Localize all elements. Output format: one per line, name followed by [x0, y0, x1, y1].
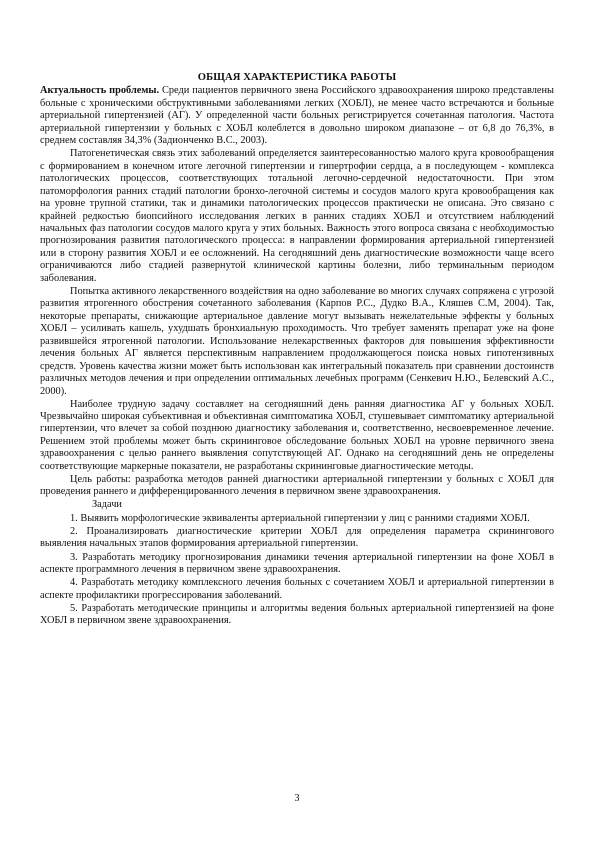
section-title: ОБЩАЯ ХАРАКТЕРИСТИКА РАБОТЫ — [197, 72, 397, 83]
document-page — [40, 72, 554, 628]
task-item: 2. Проанализировать диагностические критерии ХОБЛ для определения параметра скринингового выявления начальных этапов формирования артериальной гипертензии. — [40, 525, 554, 550]
paragraph-goal: Цель работы: разработка методов ранней диагностики артериальной гипертензии у больных с ХОБЛ для проведения раннего и дифференцированного лечения в первичном звене здравоохранения. — [40, 473, 554, 498]
paragraph-pathogenesis: Патогенетическая связь этих заболеваний определяется заинтересованностью малого круга кровообращения с формированием в конечном итоге легочной гипертензии и гипертрофии сердца, а в последующем - комплекса патологических процессов, соответствующих тотальной легочно-сердечной недостаточности. При этом патоморфология ранних стадий патологии бронхо-легочной системы и сосудов малого круга кровообращения как на уровне трупной статики, так и динамики патологических процессов практически не описана. Это связано с крайней редкостью биопсийного исследования легких в ранних стадиях ХОБЛ и отсутствием наблюдений начальных фаз патологии сосудов малого круга у этих больных. Важность этого вопроса связана с необходимостью прогнозирования развития патологического процесса: в направлении формирования артериальной гипертензией или в сторону развития ХОБЛ и ее осложнений. На сегодняшний день диагностические возможности чаще всего ограничиваются либо стадией развернутой клинической картины болезни, либо терминальным периодом заболевания. — [40, 148, 554, 284]
relevance-heading: Актуальность проблемы. — [40, 85, 160, 97]
paragraph-treatment: Попытка активного лекарственного воздействия на одно заболевание во многих случаях сопряжена с угрозой развития ятрогенного обострения сочетанного заболевания (Карпов Р.С., Дудко В.А., Кляшев С.М, 2004). Так, некоторые препараты, снижающие артериальное давление могут вызывать нежелательные эффекты у больных ХОБЛ – усиливать кашель, ухудшать бронхиальную проходимость. Что требует заменять препарат уже на фоне развившейся ятрогенной патологии. Использование нелекарственных факторов для повышения эффективности лечения больных АГ является перспективным направлением продолжающегося поиска новых гипотензивных средств. Уровень качества жизни может быть использован как интегральный показатель при сравнении достоинств различных методов лечения и при определении оптимальных лечебных программ (Сенкевич Н.Ю., Белевский А.С., 2000). — [40, 285, 554, 397]
page-number: 3 — [294, 793, 300, 804]
task-item: 1. Выявить морфологические эквиваленты артериальной гипертензии у лиц с ранними стадиями ХОБЛ. — [70, 512, 530, 524]
task-item: 5. Разработать методические принципы и алгоритмы ведения больных артериальной гипертензией на фоне ХОБЛ в первичном звене здравоохранения. — [40, 602, 554, 627]
relevance-paragraph — [40, 85, 554, 147]
task-item: 3. Разработать методику прогнозирования динамики течения артериальной гипертензии на фоне ХОБЛ в аспекте программного лечения в первичном звене здравоохранения. — [40, 551, 554, 576]
paragraph-diagnostics: Наиболее трудную задачу составляет на сегодняшний день ранняя диагностика АГ у больных ХОБЛ. Чрезвычайно широкая субъективная и объективная симптоматика ХОБЛ, стушевывает симптоматику артериальной гипертензии, что влечет за собой позднюю диагностику заболевания и, соответственно, несвоевременное лечение. Решением этой проблемы может быть скрининговое обследование больных ХОБЛ на уровне первичного звена здравоохранения с целью раннего выявления сопутствующей АГ. Однако на сегодняшний день не определены соответствующие маркерные показатели, не разработаны скрининговые диагностические методы. — [40, 398, 554, 472]
task-item: 4. Разработать методику комплексного лечения больных с сочетанием ХОБЛ и артериальной гипертензии в аспекте профилактики прогрессирования заболеваний. — [40, 577, 554, 601]
tasks-heading: Задачи — [92, 499, 122, 511]
relevance-text: Среди пациентов первичного звена Российского здравоохранения широко представлены больные с хроническими обструктивными заболеваниями легких (ХОБЛ), не менее часто встречаются и больные артериальной гипертензией (АГ). У определенной части больных регистрируется сочетанная патология. Частота артериальной гипертензии у больных с ХОБЛ колеблется в довольно широком диапазоне – от 6,8 до 76,3%, в среднем составляя 34,3% (Задионченко В.С., 2003). — [40, 85, 554, 147]
